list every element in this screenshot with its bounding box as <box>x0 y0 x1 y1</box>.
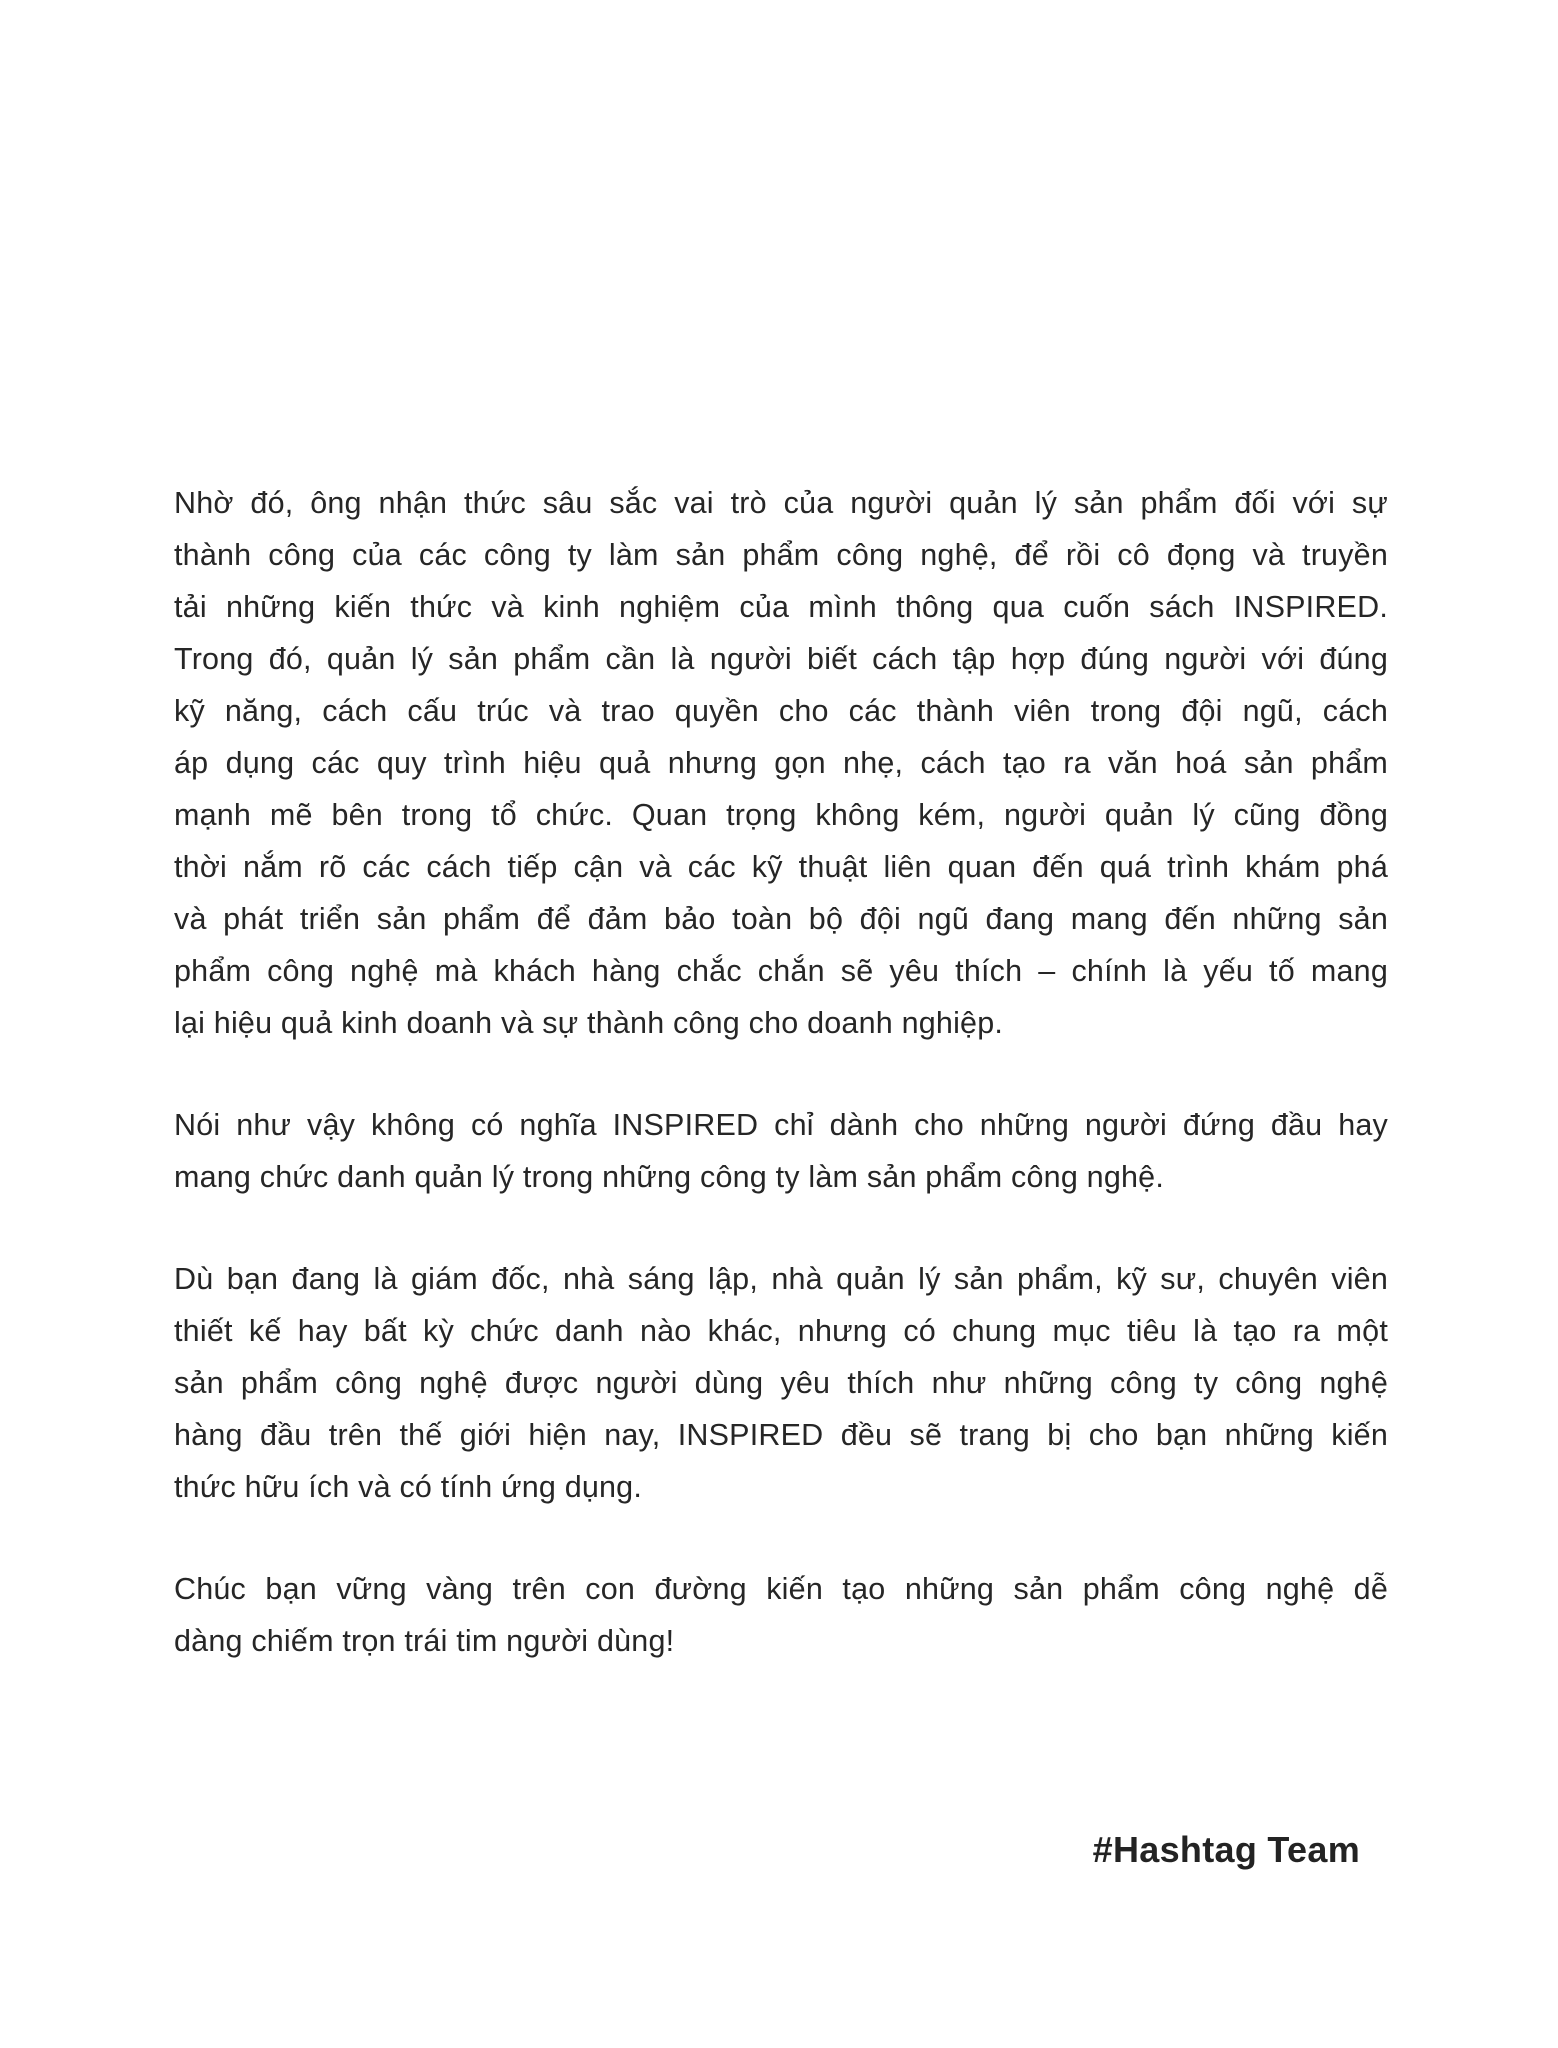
text-line: sản phẩm công nghệ được người dùng yêu thích như những công ty công nghệ <box>174 1366 1388 1400</box>
signature: #Hashtag Team <box>1092 1829 1360 1870</box>
text-line: Trong đó, quản lý sản phẩm cần là người biết cách tập hợp đúng người với đúng <box>174 642 1388 676</box>
text-line: Dù bạn đang là giám đốc, nhà sáng lập, nhà quản lý sản phẩm, kỹ sư, chuyên viên <box>174 1262 1388 1296</box>
text-line: thiết kế hay bất kỳ chức danh nào khác, nhưng có chung mục tiêu là tạo ra một <box>174 1314 1388 1348</box>
text-line: mang chức danh quản lý trong những công ty làm sản phẩm công nghệ. <box>174 1160 1164 1194</box>
paragraph <box>174 1099 1388 1203</box>
paragraph <box>174 1563 1388 1667</box>
text-line: thời nắm rõ các cách tiếp cận và các kỹ thuật liên quan đến quá trình khám phá <box>174 850 1388 884</box>
text-line: hàng đầu trên thế giới hiện nay, INSPIRED đều sẽ trang bị cho bạn những kiến <box>174 1418 1388 1452</box>
text-line: mạnh mẽ bên trong tổ chức. Quan trọng không kém, người quản lý cũng đồng <box>174 798 1388 832</box>
text-line: thành công của các công ty làm sản phẩm công nghệ, để rồi cô đọng và truyền <box>174 538 1388 572</box>
text-line: Nói như vậy không có nghĩa INSPIRED chỉ dành cho những người đứng đầu hay <box>174 1108 1388 1142</box>
body-text <box>174 477 1388 1717</box>
text-line: thức hữu ích và có tính ứng dụng. <box>174 1470 643 1504</box>
text-line: kỹ năng, cách cấu trúc và trao quyền cho các thành viên trong đội ngũ, cách <box>174 694 1388 728</box>
text-line: dàng chiếm trọn trái tim người dùng! <box>174 1624 675 1658</box>
text-line: Nhờ đó, ông nhận thức sâu sắc vai trò của người quản lý sản phẩm đối với sự <box>174 486 1388 520</box>
text-line: tải những kiến thức và kinh nghiệm của mình thông qua cuốn sách INSPIRED. <box>174 590 1388 624</box>
text-line: và phát triển sản phẩm để đảm bảo toàn bộ đội ngũ đang mang đến những sản <box>174 902 1388 936</box>
paragraph <box>174 477 1388 1049</box>
paragraph <box>174 1253 1388 1513</box>
text-line: phẩm công nghệ mà khách hàng chắc chắn sẽ yêu thích – chính là yếu tố mang <box>174 954 1388 988</box>
text-line: Chúc bạn vững vàng trên con đường kiến tạo những sản phẩm công nghệ dễ <box>174 1572 1388 1606</box>
text-line: lại hiệu quả kinh doanh và sự thành công cho doanh nghiệp. <box>174 1006 1004 1040</box>
text-line: áp dụng các quy trình hiệu quả nhưng gọn nhẹ, cách tạo ra văn hoá sản phẩm <box>174 746 1388 780</box>
